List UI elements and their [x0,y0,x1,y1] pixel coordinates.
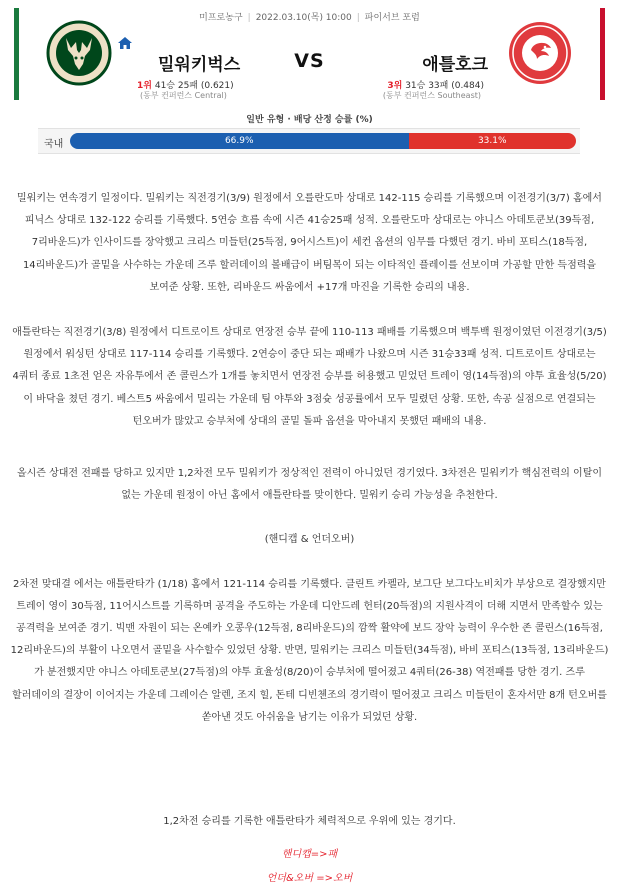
handicap-pick: 핸디캡=>패 [281,849,338,861]
home-team-winloss: 41승 25패 (0.621) [154,81,234,91]
paragraph-home-recap: 밀워키는 연속경기 일정이다. 밀워키는 직전경기(3/9) 원정에서 오를란도마 상대로 142-115 승리를 기록했으며 이전경기(3/7) 홈에서 피닉스 상대로 132-122 승리를 기록했다. 5연승 흐름 속에 시즌 41승25패 성적. 오를란도마 상대로는 야니스 아데토쿤보(39득점, 7리바운드)가 인사이드를 장악했고 크리스 미들턴(25득점, 9어시스트)이 세컨 옵션의 임무를 다했던 경기. 바비 포티스(18득점, 14리바운드)가 골밑을 사수하는 가운데 즈루 할러데이의 볼배급이 버팀목이 되는 이타적인 플레이를 선보이며 가공할 만한 득점력을 보여준 상황. 또한, 리바운드 싸움에서 +17개 마진을 기록한 승리의 내용. [17,193,602,293]
paragraph-conclusion: 1,2차전 승리를 기록한 애틀란타가 체력적으로 우위에 있는 경기다. [163,816,456,828]
odds-title: 일반 유형 · 배당 산정 승률 (%) [246,115,373,125]
vs-label: VS [294,50,325,72]
away-team-conference: (동부 컨퍼런스 Southeast) [382,91,481,100]
odds-bar [70,133,576,149]
home-icon[interactable] [118,34,132,46]
odds-away-segment: 33.1% [409,133,576,149]
league-name: 미프로농구 [199,13,243,23]
match-header [0,0,619,108]
paragraph-prediction: 올시즌 상대전 전패를 당하고 있지만 1,2차전 모두 밀워키가 정상적인 전력이 아니었던 경기였다. 3차전은 밀워키가 핵심전력의 이탈이 없는 가운데 원정이 아닌 홈에서 애틀란타를 맞이한다. 밀워키 승리 가능성을 추천한다. [16,468,603,502]
away-team-winloss: 31승 33패 (0.484) [405,81,484,91]
home-team-conference: (동부 컨퍼런스 Central) [140,91,227,100]
paragraph-section-heading: (핸디캡 & 언더오버) [264,534,355,546]
away-team-rank: 3위 [387,81,403,91]
away-team-name: 애틀호크 [422,55,488,75]
article-body [0,188,619,891]
paragraph-h2h-recap: 2차전 맞대결 에서는 애틀란타가 (1/18) 홈에서 121-114 승리를 기록했다. 클린트 카펠라, 보그단 보그다노비치가 부상으로 결장했지만 트레이 영이 30득점, 11어시스트를 기록하며 공격을 주도하는 가운데 디안드레 헌터(20득점)의 지원사격이 더해 지면서 만족할수 있는 공격력을 보여준 경기. 빅맨 자원이 되는 온예카 오콩우(12득점, 8리바운드)의 깜짝 활약에 보드 장악 능력이 우수한 존 콜린스(16득점, 12리바운드)의 부활이 나오면서 골밑을 사수할수 있었던 상황. 반면, 밀워키는 크리스 미들턴(34득점), 바비 포티스(13득점, 13리바운드)가 분전했지만 야니스 아데토쿤보(27득점)의 야투 효율성(8/20)이 승부처에 떨어졌고 4쿼터(26-38) 역전패를 당한 경기. 즈루 할러데이의 결장이 이어지는 가운데 그레이슨 알렌, 조지 힐, 돈테 디빈첸조의 경기력이 떨어졌고 크리스 미들턴이 혼자서만 8개 턴오버를 쏟아낸 것도 아쉬움을 남기는 이유가 되었던 상황. [10,578,609,723]
odds-home-segment: 66.9% [70,133,409,149]
source-name: 파이서브 포럼 [364,13,420,23]
odds-label: 국내 [44,139,64,150]
home-team-rank: 1위 [137,81,152,91]
home-team-name: 밀워키벅스 [158,55,241,75]
odds-row [38,128,580,154]
match-date: 2022.03.10(목) 10:00 [255,13,352,23]
paragraph-away-recap: 애틀란타는 직전경기(3/8) 원정에서 디트로이트 상대로 연장전 승부 끝에 110-113 패배를 기록했으며 백투백 원정이였던 이전경기(3/5) 원정에서 워싱턴 상대로 117-114 승리를 기록했다. 2연승이 중단 되는 패배가 나왔으며 시즌 31승33패 성적. 디트로이트 상대로는 4쿼터 종료 1초전 얻은 자유투에서 존 콜린스가 1개를 놓치면서 연장전 승부를 허용했고 믿었던 트레이 영(14득점)의 야투 효율성(5/20)이 바닥을 쳤던 경기. 베스트5 싸움에서 밀리는 가운데 팀 야투와 3점슛 성공률에서 모두 밀렸던 상황. 또한, 속공 실점으로 연결되는 턴오버가 많았고 승부처에 상대의 골밑 돌파 옵션을 막아내지 못했던 패배의 내용. [12,327,607,427]
hawks-logo-icon [507,20,573,86]
match-meta: 미프로농구 | 2022.03.10(목) 10:00 | 파이서브 포럼 [199,13,420,23]
underover-pick: 언더&오버 =>오버 [266,873,353,885]
